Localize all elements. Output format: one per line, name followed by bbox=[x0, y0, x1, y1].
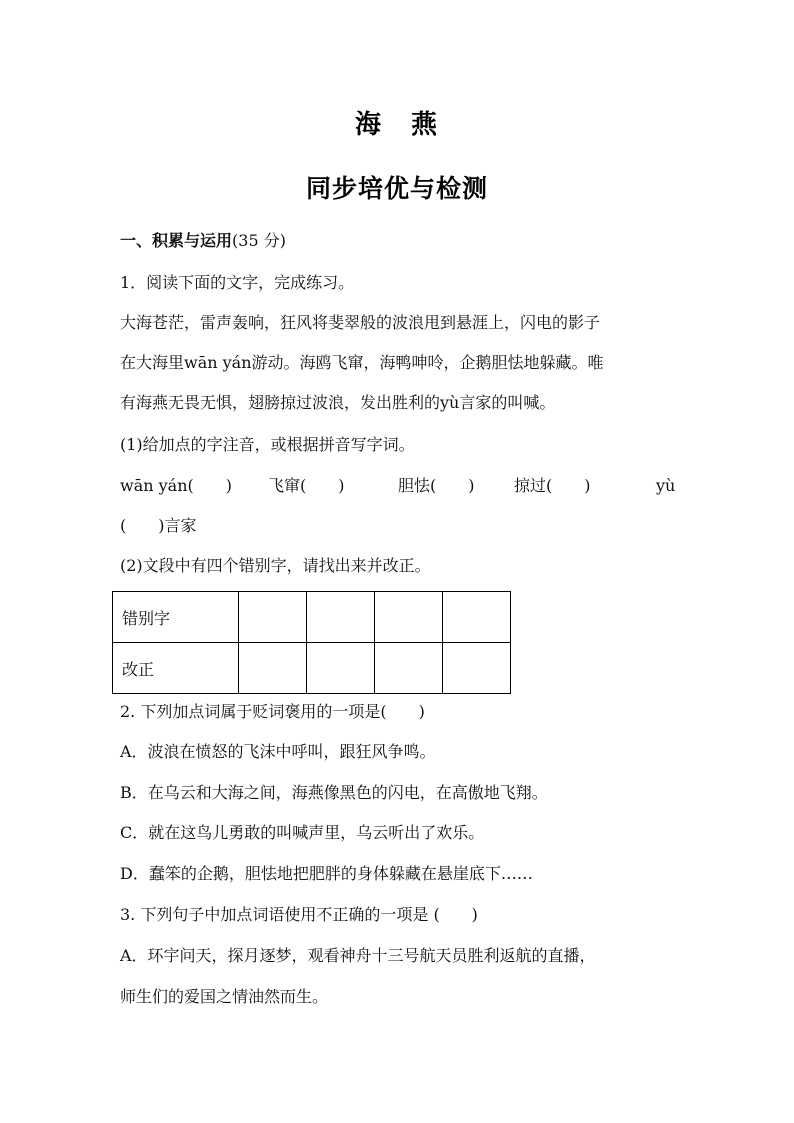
lesson-title-char-2: 燕 bbox=[411, 110, 440, 140]
section-points: (35 分) bbox=[232, 231, 286, 250]
section-heading-label: 一、积累与运用 bbox=[120, 231, 233, 250]
passage-line-2: 在大海里wān yán游动。海鸥飞窜，海鸭呻呤，企鹅胆怯地躲藏。唯 bbox=[120, 353, 604, 372]
question-2-option-d[interactable]: D．蠢笨的企鹅，胆怯地把肥胖的身体躲藏在悬崖底下…… bbox=[120, 864, 533, 883]
typo-cell[interactable] bbox=[239, 592, 307, 643]
correction-cell[interactable] bbox=[307, 643, 375, 694]
worksheet-subtitle: 同步培优与检测 bbox=[305, 174, 488, 203]
correction-row-label: 改正 bbox=[113, 643, 239, 694]
question-3-option-a[interactable]: A．环宇问天，探月逐梦，观看神舟十三号航天员胜利返航的直播， bbox=[120, 946, 596, 965]
typo-correction-table bbox=[112, 591, 511, 694]
lesson-title-char-1: 海 bbox=[354, 110, 383, 140]
answer-blanks-row bbox=[120, 476, 675, 496]
question-1-prompt: 1．阅读下面的文字，完成练习。 bbox=[120, 273, 355, 292]
blank-wanyan[interactable]: wān yán( ) bbox=[120, 476, 232, 495]
question-3-option-a-continued: 师生们的爱国之情油然而生。 bbox=[120, 987, 329, 1006]
question-3-prompt: 3. 下列句子中加点词语使用不正确的一项是 ( ) bbox=[120, 905, 478, 924]
question-1-sub-1: (1)给加点的字注音，或根据拼音写字词。 bbox=[120, 435, 415, 454]
blank-yuyanjia[interactable]: ( )言家 bbox=[120, 516, 197, 535]
passage-line-3: 有海燕无畏无惧，翅膀掠过波浪，发出胜利的yù言家的叫喊。 bbox=[120, 393, 556, 412]
blank-feicuan[interactable]: 飞窜( ) bbox=[268, 476, 345, 495]
blank-danqie[interactable]: 胆怯( ) bbox=[398, 476, 475, 495]
lesson-title bbox=[0, 104, 794, 141]
typo-cell[interactable] bbox=[443, 592, 511, 643]
blank-yu-pinyin: yù bbox=[656, 476, 676, 495]
question-2-option-c[interactable]: C．就在这鸟儿勇敢的叫喊声里，乌云听出了欢乐。 bbox=[120, 823, 485, 842]
section-heading bbox=[120, 231, 286, 251]
table-row-typos bbox=[113, 592, 511, 643]
correction-cell[interactable] bbox=[443, 643, 511, 694]
question-2-option-a[interactable]: A．波浪在愤怒的飞沫中呼叫，跟狂风争鸣。 bbox=[120, 742, 436, 761]
typo-cell[interactable] bbox=[307, 592, 375, 643]
typo-cell[interactable] bbox=[375, 592, 443, 643]
correction-cell[interactable] bbox=[239, 643, 307, 694]
question-1-sub-2: (2)文段中有四个错别字，请找出来并改正。 bbox=[120, 556, 431, 575]
typo-row-label: 错别字 bbox=[113, 592, 239, 643]
blank-lueguo[interactable]: 掠过( ) bbox=[514, 476, 591, 495]
question-2-prompt: 2. 下列加点词属于贬词褒用的一项是( ) bbox=[120, 702, 425, 721]
question-2-option-b[interactable]: B．在乌云和大海之间，海燕像黑色的闪电，在高傲地飞翔。 bbox=[120, 783, 548, 802]
table-row-corrections bbox=[113, 643, 511, 694]
passage-line-1: 大海苍茫，雷声轰响，狂风将斐翠般的波浪甩到悬涯上，闪电的影子 bbox=[120, 313, 601, 332]
correction-cell[interactable] bbox=[375, 643, 443, 694]
